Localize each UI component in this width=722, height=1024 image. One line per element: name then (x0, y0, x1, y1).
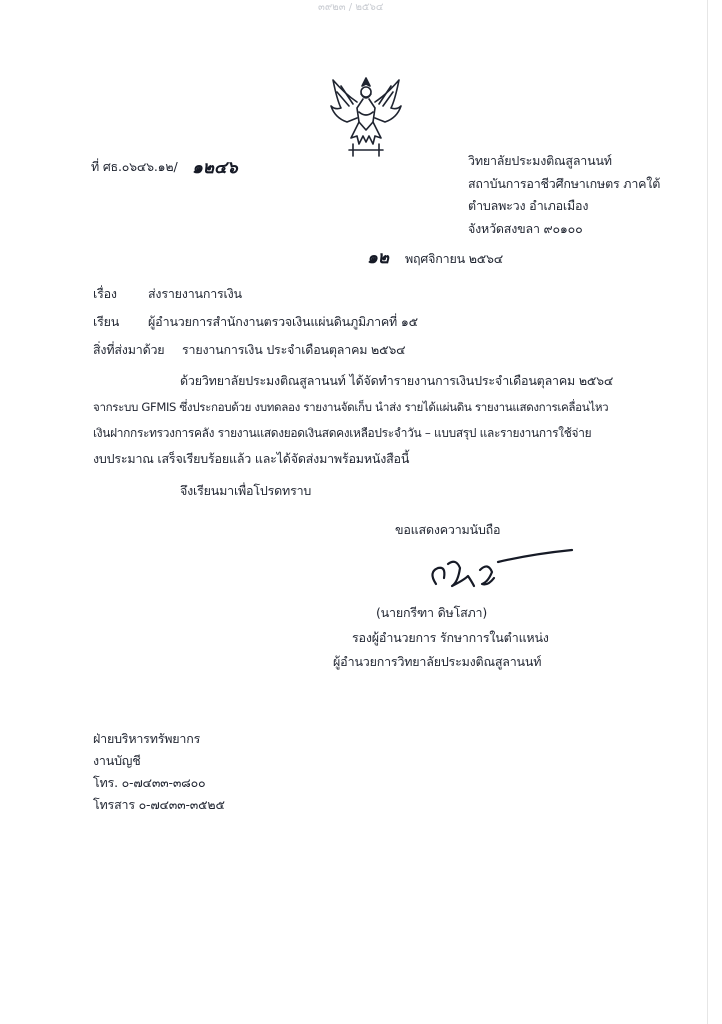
signer-name: (นายกรีฑา ดิษโสภา) (376, 605, 488, 620)
footer-fax: โทรสาร ๐-๗๔๓๓-๓๕๒๕ (93, 797, 225, 812)
footer-department: ฝ่ายบริหารทรัพยากร (93, 731, 201, 746)
org-line1: วิทยาลัยประมงติณสูลานนท์ (468, 153, 612, 168)
date-rest: พฤศจิกายน ๒๕๖๔ (405, 251, 503, 266)
doc-number-prefix: ที่ ศธ.๐๖๔๖.๑๒/ (91, 159, 178, 174)
org-line4: จังหวัดสงขลา ๙๐๑๐๐ (468, 221, 583, 236)
org-line3: ตำบลพะวง อำเภอเมือง (468, 198, 589, 213)
handwritten-signature (422, 538, 582, 596)
to-text: ผู้อำนวยการสำนักงานตรวจเงินแผ่นดินภูมิภาคที่ ๑๕ (148, 314, 418, 329)
body-line3: เงินฝากกระทรวงการคลัง รายงานแสดงยอดเงินสดคงเหลือประจำวัน – แบบสรุป และรายงานการใช้จ่าย (93, 426, 592, 440)
body-line4: งบประมาณ เสร็จเรียบร้อยแล้ว และได้จัดส่งมาพร้อมหนังสือนี้ (93, 451, 410, 466)
doc-number-handwritten: ๑๒๔๖ (192, 158, 238, 178)
signer-position1: รองผู้อำนวยการ รักษาการในตำแหน่ง (352, 630, 549, 645)
footer-phone: โทร. ๐-๗๔๓๓-๓๘๐๐ (93, 775, 206, 790)
body-line1: ด้วยวิทยาลัยประมงติณสูลานนท์ ได้จัดทำรายงานการเงินประจำเดือนตุลาคม ๒๕๖๔ (180, 373, 614, 388)
footer-unit: งานบัญชี (93, 753, 141, 768)
enclosure-label: สิ่งที่ส่งมาด้วย (93, 342, 165, 357)
subject-label: เรื่อง (93, 286, 117, 301)
signer-position2: ผู้อำนวยการวิทยาลัยประมงติณสูลานนท์ (333, 654, 542, 669)
closing-request: จึงเรียนมาเพื่อโปรดทราบ (180, 483, 312, 498)
faint-top-text: ๓๙๒๓ / ๒๕๖๔ (318, 2, 384, 13)
enclosure-text: รายงานการเงิน ประจำเดือนตุลาคม ๒๕๖๔ (182, 342, 406, 357)
date-day-handwritten: ๑๒ (367, 248, 389, 268)
to-label: เรียน (93, 314, 120, 329)
subject-text: ส่งรายงานการเงิน (148, 286, 242, 301)
garuda-emblem-icon (327, 72, 405, 164)
salutation: ขอแสดงความนับถือ (395, 522, 501, 537)
org-line2: สถาบันการอาชีวศึกษาเกษตร ภาคใต้ (468, 176, 661, 191)
body-line2: จากระบบ GFMIS ซึ่งประกอบด้วย งบทดลอง รายงานจัดเก็บ นำส่ง รายได้แผ่นดิน รายงานแสดงการเคลื่อนไหว (93, 400, 609, 414)
scan-edge (707, 0, 708, 1024)
